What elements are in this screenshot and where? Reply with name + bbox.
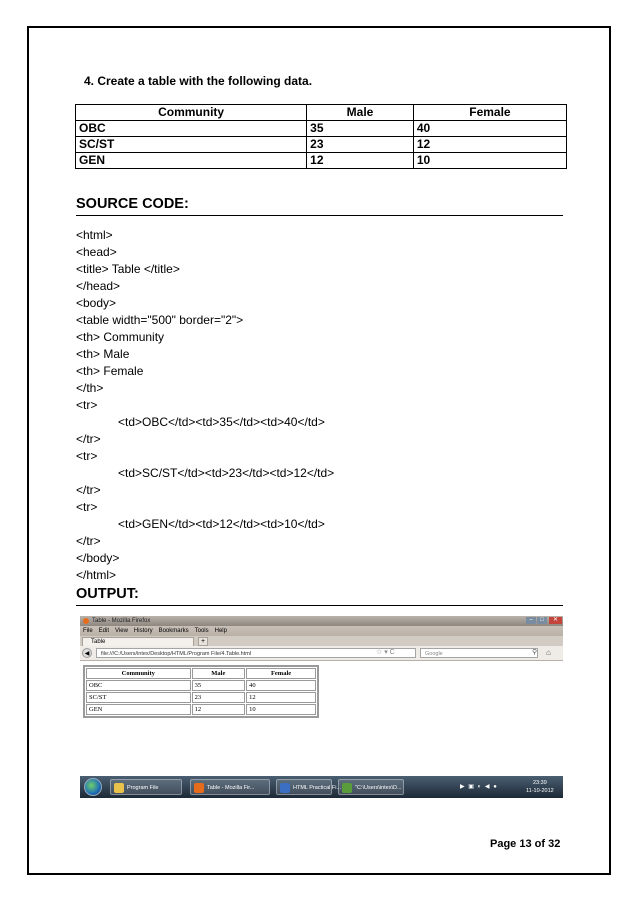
rendered-cell: 12 (192, 704, 246, 715)
rendered-cell: GEN (86, 704, 191, 715)
code-line: <th> Community (76, 330, 165, 344)
code-line: <table width="500" border="2"> (76, 313, 244, 327)
output-heading: OUTPUT: (76, 586, 139, 602)
table-row (76, 121, 567, 137)
nav-bar (80, 646, 563, 661)
taskbar-app-icon (280, 783, 290, 793)
firefox-icon (83, 618, 89, 624)
taskbar-item[interactable] (276, 779, 342, 795)
code-line: <th> Male (76, 347, 130, 361)
output-divider (76, 605, 563, 606)
rendered-cell: 12 (246, 692, 316, 703)
rendered-cell: OBC (86, 680, 191, 691)
menu-item-tools[interactable]: Tools (194, 628, 209, 634)
taskbar-item[interactable] (338, 779, 404, 795)
rendered-header-cell: Female (246, 668, 316, 679)
home-icon[interactable]: ⌂ (546, 648, 551, 657)
tab-strip (80, 636, 563, 646)
code-line: <td>OBC</td><td>35</td><td>40</td> (118, 415, 325, 429)
rendered-table (83, 665, 319, 718)
clock-date: 11-10-2012 (526, 788, 554, 794)
code-line: <tr> (76, 449, 98, 463)
question-title: 4. Create a table with the following data. (84, 74, 313, 88)
table-cell: 12 (413, 137, 566, 153)
rendered-row (86, 692, 316, 703)
browser-screenshot (80, 616, 563, 798)
code-line: <tr> (76, 398, 98, 412)
search-input[interactable]: Google (420, 648, 538, 658)
taskbar-item-label: HTML Practical Fi... (293, 785, 342, 791)
menu-item-bookmarks[interactable]: Bookmarks (158, 628, 189, 634)
minimize-icon[interactable]: – (526, 617, 536, 624)
taskbar-app-icon (194, 783, 204, 793)
table-cell: 10 (413, 153, 566, 169)
tab-table[interactable]: Table (82, 637, 194, 646)
code-line: <tr> (76, 500, 98, 514)
menu-item-view[interactable]: View (115, 628, 128, 634)
taskbar-item-label: Program File (127, 785, 159, 791)
rendered-header-cell: Male (192, 668, 246, 679)
rendered-cell: 40 (246, 680, 316, 691)
url-bar[interactable]: file:///C:/Users/intex/Desktop/HTML/Program File/4.Table.html (96, 648, 416, 658)
code-line: <td>GEN</td><td>12</td><td>10</td> (118, 517, 325, 531)
taskbar-item[interactable] (190, 779, 270, 795)
table-cell: 23 (307, 137, 414, 153)
close-icon[interactable]: ✕ (549, 617, 562, 624)
table-header-cell: Male (307, 105, 414, 121)
code-line: </head> (76, 279, 121, 293)
source-code-block (76, 227, 334, 584)
code-line: </th> (76, 381, 104, 395)
taskbar-clock[interactable] (526, 779, 554, 795)
window-title: Table - Mozilla Firefox (92, 618, 151, 624)
table-cell: GEN (76, 153, 307, 169)
menu-item-help[interactable]: Help (214, 628, 227, 634)
code-line: <head> (76, 245, 117, 259)
back-arrow-icon[interactable]: ◀ (82, 648, 92, 658)
start-button-icon[interactable] (84, 778, 102, 796)
taskbar-item-label: "C:\Users\intex\D... (355, 785, 402, 791)
rendered-cell: 23 (192, 692, 246, 703)
table-cell: OBC (76, 121, 307, 137)
table-cell: SC/ST (76, 137, 307, 153)
source-code-heading: SOURCE CODE: (76, 196, 189, 212)
taskbar-item[interactable] (110, 779, 182, 795)
code-line: <html> (76, 228, 113, 242)
windows-taskbar (80, 776, 563, 798)
code-line: <td>SC/ST</td><td>23</td><td>12</td> (118, 466, 335, 480)
menu-item-file[interactable]: File (83, 628, 93, 634)
table-header-cell: Community (76, 105, 307, 121)
menu-item-edit[interactable]: Edit (98, 628, 110, 634)
code-line: </html> (76, 568, 117, 582)
rendered-header-cell: Community (86, 668, 191, 679)
code-line: </tr> (76, 432, 101, 446)
table-cell: 12 (307, 153, 414, 169)
code-line: </body> (76, 551, 120, 565)
clock-time: 23:39 (532, 780, 547, 786)
taskbar-app-icon (114, 783, 124, 793)
menu-bar (80, 626, 563, 636)
code-line: <th> Female (76, 364, 144, 378)
table-cell: 40 (413, 121, 566, 137)
menu-item-history[interactable]: History (133, 628, 153, 634)
search-icon[interactable]: ⚲ (532, 649, 538, 656)
rendered-cell: 35 (192, 680, 246, 691)
table-cell: 35 (307, 121, 414, 137)
code-line: </tr> (76, 534, 101, 548)
rendered-row (86, 680, 316, 691)
page-number: Page 13 of 32 (490, 838, 561, 850)
source-divider (76, 215, 563, 216)
system-tray-icons[interactable]: ▶ ▣ ◐ ◀ ● (460, 784, 498, 790)
code-line: <title> Table </title> (76, 262, 180, 276)
code-line: <body> (76, 296, 117, 310)
rendered-cell: 10 (246, 704, 316, 715)
table-header-cell: Female (413, 105, 566, 121)
new-tab-button[interactable]: + (198, 637, 208, 646)
window-titlebar (80, 616, 563, 626)
table-row (76, 137, 567, 153)
rendered-cell: SC/ST (86, 692, 191, 703)
taskbar-app-icon (342, 783, 352, 793)
table-row (76, 153, 567, 169)
rendered-row (86, 704, 316, 715)
maximize-icon[interactable]: □ (537, 617, 547, 624)
bookmark-star-icon[interactable]: ☆ ▾ C (376, 649, 395, 656)
taskbar-item-label: Table - Mozilla Fir... (207, 785, 255, 791)
data-table (75, 104, 567, 169)
code-line: </tr> (76, 483, 101, 497)
